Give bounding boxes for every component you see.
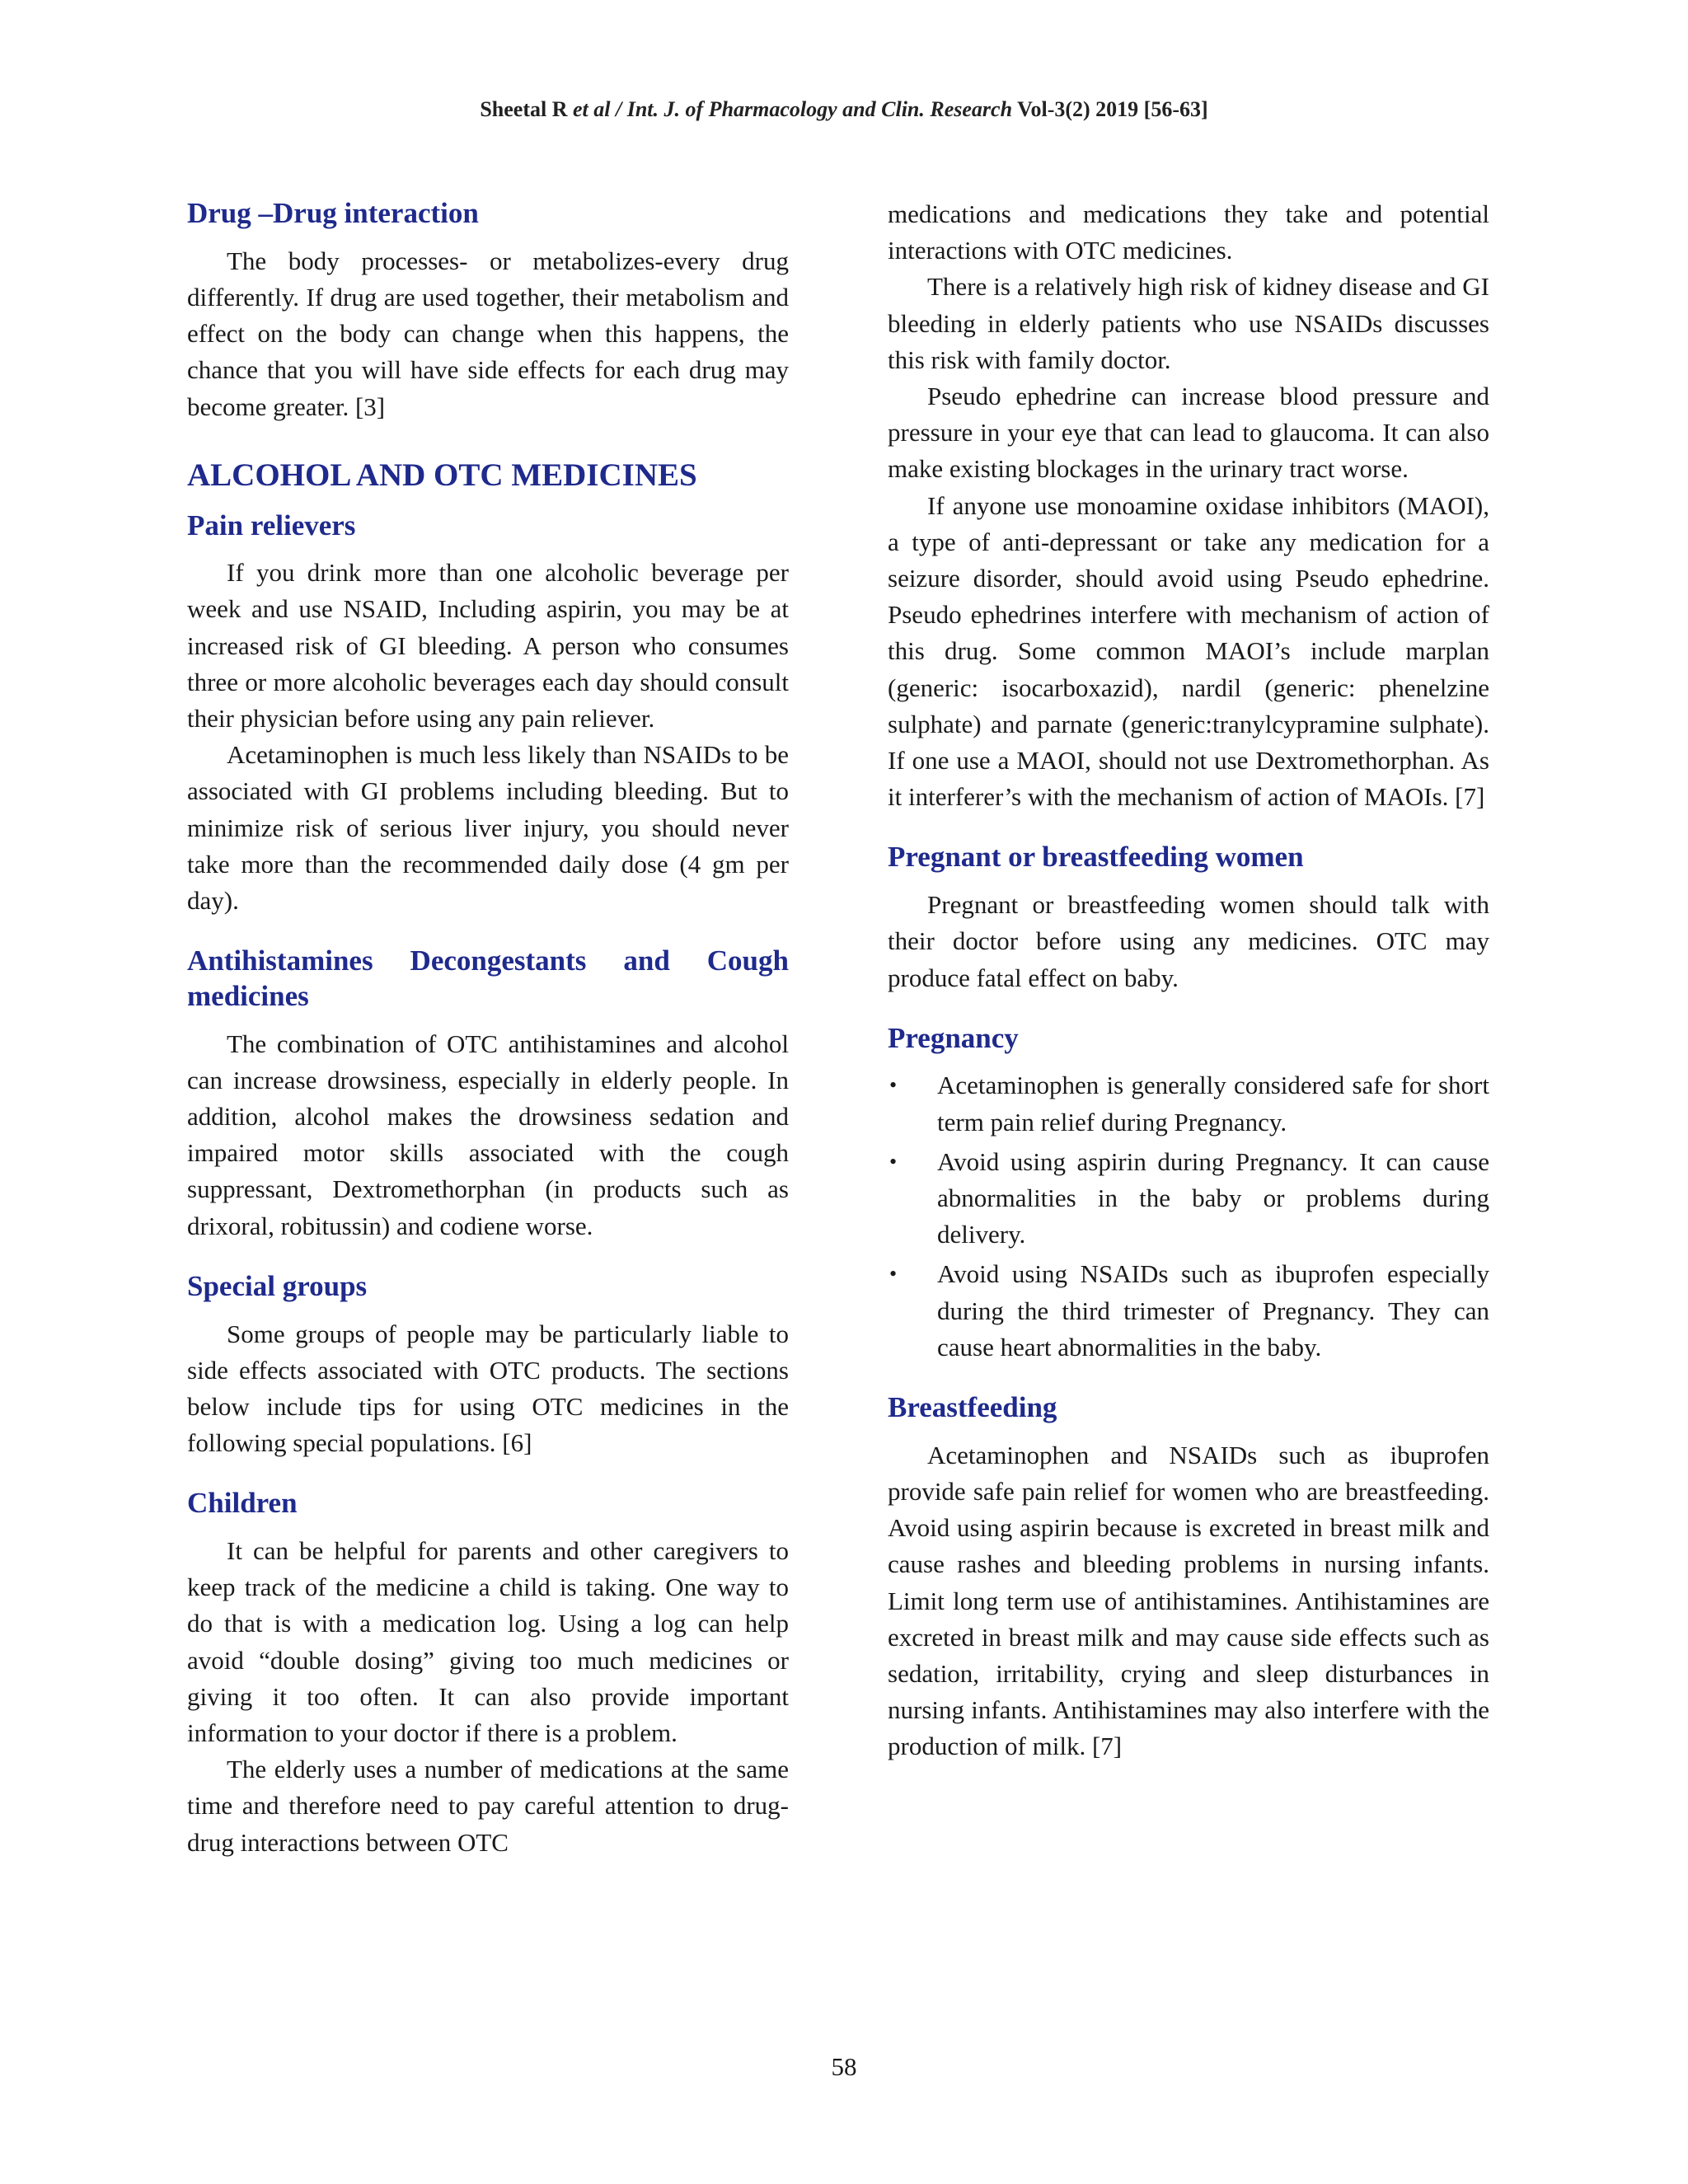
paragraph: If you drink more than one alcoholic beverage per week and use NSAID, Including aspirin, you may be at increased risk of GI bleeding. A person who consumes three or more alcoholic beverages each day should consult their physician before using any pain reliever. xyxy=(187,558,789,733)
page-number: 58 xyxy=(831,2052,857,2081)
running-header xyxy=(0,97,1688,122)
paragraph: Pseudo ephedrine can increase blood pressure and pressure in your eye that can lead to glaucoma. It can also make existing blockages in the urinary tract worse. xyxy=(888,382,1489,484)
list-item xyxy=(888,1256,1489,1366)
heading-antihistamines: Antihistamines Decongestants and Cough medicines xyxy=(187,944,789,1012)
header-author: Sheetal R xyxy=(480,97,568,121)
pregnancy-list xyxy=(888,1067,1489,1366)
paragraph: It can be helpful for parents and other caregivers to keep track of the medicine a child is taking. One way to do that is with a medication log. Using a log can help avoid “double dosing” giving too much medicines or giving it too often. It can also provide important information to your doctor if there is a problem. xyxy=(187,1536,789,1748)
heading-pregnant-breastfeeding: Pregnant or breastfeeding women xyxy=(888,841,1304,874)
bullet-icon: • xyxy=(889,1149,898,1174)
list-item xyxy=(888,1067,1489,1140)
heading-drug-drug: Drug –Drug interaction xyxy=(187,197,479,229)
paragraph: Acetaminophen and NSAIDs such as ibuprofen provide safe pain relief for women who are breastfeeding. Avoid using aspirin because is excreted in breast milk and cause rashes and bleeding problems in nursing infants. Limit long term use of antihistamines. Antihistamines are excreted in breast milk and may cause side effects such as sedation, irritability, crying and sleep disturbances in nursing infants. Antihistamines may also interfere with the production of milk. [7] xyxy=(888,1440,1489,1761)
list-item-text: Avoid using NSAIDs such as ibuprofen especially during the third trimester of Pregnancy. They can cause heart abnormalities in the baby. xyxy=(937,1259,1489,1361)
heading-alcohol-otc: ALCOHOL AND OTC MEDICINES xyxy=(187,457,697,493)
bullet-icon: • xyxy=(889,1073,898,1098)
heading-special-groups: Special groups xyxy=(187,1269,368,1302)
paragraph: The combination of OTC antihistamines and alcohol can increase drowsiness, especially in elderly people. In addition, alcohol makes the drowsiness sedation and impaired motor skills associated with the cough suppressant, Dextromethorphan (in products such as drixoral, robitussin) and codiene worse. xyxy=(187,1029,789,1240)
bullet-icon: • xyxy=(889,1262,898,1286)
paragraph: Acetaminophen is much less likely than NSAIDs to be associated with GI problems including bleeding. But to minimize risk of serious liver injury, you should never take more than the recommended daily dose (4 gm per day). xyxy=(187,740,789,916)
paragraph: The body processes- or metabolizes-every drug differently. If drug are used together, their metabolism and effect on the body can change when this happens, the chance that you will have side effects for each drug may become greater. [3] xyxy=(187,246,789,421)
paragraph: medications and medications they take and potential interactions with OTC medicines. xyxy=(888,199,1489,265)
paragraph: Pregnant or breastfeeding women should talk with their doctor before using any medicines. OTC may produce fatal effect on baby. xyxy=(888,890,1489,992)
heading-pain-relievers: Pain relievers xyxy=(187,509,356,541)
right-column xyxy=(888,196,1489,1765)
heading-pregnancy: Pregnancy xyxy=(888,1021,1019,1054)
heading-children: Children xyxy=(187,1487,298,1520)
paragraph: If anyone use monoamine oxidase inhibitors (MAOI), a type of anti-depressant or take any medication for a seizure disorder, should avoid using Pseudo ephedrine. Pseudo ephedrines interfere with mechanism of action of this drug. Some common MAOI’s include marplan (generic: isocarboxazid), nardil (generic: phenelzine sulphate) and parnate (generic:tranylcypramine sulphate). If one use a MAOI, should not use Dextromethorphan. As it interferer’s with the mechanism of action of MAOIs. [7] xyxy=(888,490,1489,812)
list-item-text: Avoid using aspirin during Pregnancy. It can cause abnormalities in the baby or problems during delivery. xyxy=(937,1146,1489,1249)
list-item-text: Acetaminophen is generally considered safe for short term pain relief during Pregnancy. xyxy=(937,1071,1489,1137)
header-volume: Vol-3(2) 2019 [56-63] xyxy=(1017,97,1208,121)
heading-breastfeeding: Breastfeeding xyxy=(888,1391,1057,1424)
paragraph: The elderly uses a number of medications at the same time and therefore need to pay careful attention to drug-drug interactions between OTC xyxy=(187,1755,789,1857)
paragraph: Some groups of people may be particularly liable to side effects associated with OTC products. The sections below include tips for using OTC medicines in the following special populations. [6] xyxy=(187,1319,789,1458)
list-item xyxy=(888,1144,1489,1254)
paragraph: There is a relatively high risk of kidney disease and GI bleeding in elderly patients who use NSAIDs discusses this risk with family doctor. xyxy=(888,272,1489,374)
header-journal: et al / Int. J. of Pharmacology and Clin. Research xyxy=(573,97,1013,121)
left-column xyxy=(187,196,789,1861)
